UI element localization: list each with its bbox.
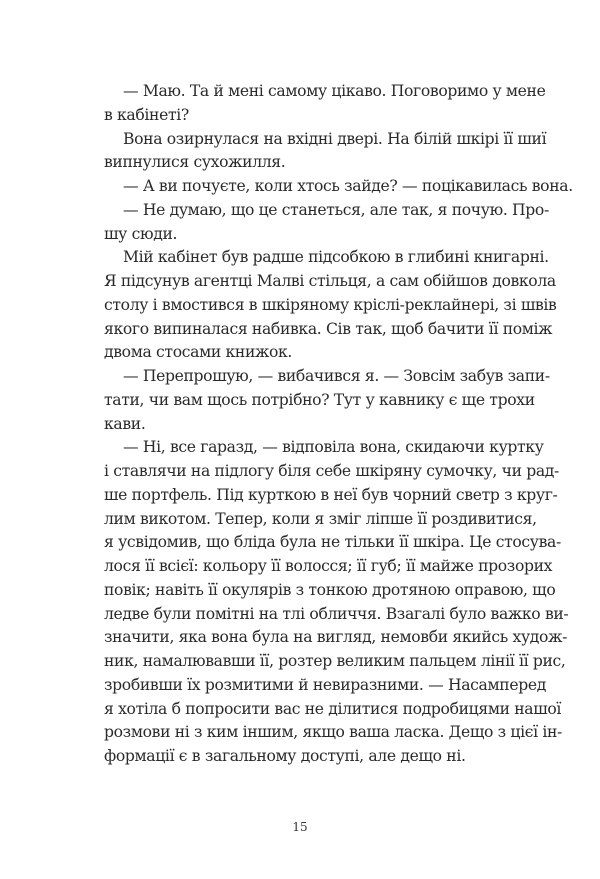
text-line: зробивши їх розмитими й невиразними. — Насамперед xyxy=(104,675,546,694)
text-line: я усвідомив, що бліда була не тільки її шкіра. Це стосува- xyxy=(104,533,561,552)
paragraph xyxy=(104,128,547,176)
paragraph xyxy=(104,436,569,769)
text-line: — А ви почуєте, коли хтось зайде? — поцікавилась вона. xyxy=(123,177,573,195)
paragraph xyxy=(104,365,550,436)
text-line: Вона озирнулася на вхідні двері. На білій шкірі її шиї xyxy=(123,129,547,148)
page-body xyxy=(104,80,573,769)
paragraph xyxy=(104,175,573,199)
text-line: кави. xyxy=(104,414,146,433)
text-line: і ставлячи на підлогу біля себе шкіряну сумочку, чи рад- xyxy=(104,462,559,480)
text-line: ше портфель. Під курткою в неї був чорний светр з круг- xyxy=(104,485,558,504)
text-line: ник, намалювавши її, розтер великим пальцем лінії її рис, xyxy=(104,652,566,670)
text-line: розмови ні з ким іншим, якщо ваша ласка. Дещо з цієї ін- xyxy=(104,723,562,742)
paragraph xyxy=(104,246,557,365)
text-line: Я підсунув агентці Малві стільця, а сам обійшов довкола xyxy=(104,272,556,290)
text-line: — Ні, все гаразд, — відповіла вона, скидаючи куртку xyxy=(123,438,544,457)
text-line: формації є в загальному доступі, але дещо ні. xyxy=(104,747,466,765)
text-line: я хотіла б попросити вас не ділитися подробицями нашої xyxy=(104,699,562,718)
paragraph xyxy=(104,199,549,247)
text-line: якого випиналася набивка. Сів так, щоб бачити її поміж xyxy=(104,319,553,338)
text-line: лося її всієї: кольору її волосся; її губ; її майже прозорих xyxy=(104,557,553,575)
text-line: значити, яка вона була на вигляд, немовби якийсь худож- xyxy=(104,628,567,647)
text-line: випнулися сухожилля. xyxy=(104,153,286,172)
text-line: Мій кабінет був радше підсобкою в глибині книгарні. xyxy=(123,248,549,267)
text-line: повік; навіть її окулярів з тонкою дротяною оправою, що xyxy=(104,580,556,599)
text-line: — Маю. Та й мені самому цікаво. Поговоримо у мене xyxy=(123,82,546,100)
text-line: двома стосами книжок. xyxy=(104,343,293,362)
text-line: — Перепрошую, — вибачився я. — Зовсім забув запи- xyxy=(123,367,550,385)
text-line: — Не думаю, що це станеться, але так, я почую. Про- xyxy=(123,200,549,219)
text-line: в кабінеті? xyxy=(104,105,189,124)
text-line: лим викотом. Тепер, коли я зміг ліпше її роздивитися, xyxy=(104,509,537,528)
text-line: шу сюди. xyxy=(104,224,178,243)
text-line: ледве були помітні на тлі обличчя. Взагалі було важко ви- xyxy=(104,604,569,623)
text-line: столу і вмостився в шкіряному кріслі-реклайнері, зі швів xyxy=(104,295,557,314)
paragraph xyxy=(104,80,546,128)
text-line: тати, чи вам щось потрібно? Тут у кавнику є ще трохи xyxy=(104,390,535,409)
page-number: 15 xyxy=(292,820,308,834)
